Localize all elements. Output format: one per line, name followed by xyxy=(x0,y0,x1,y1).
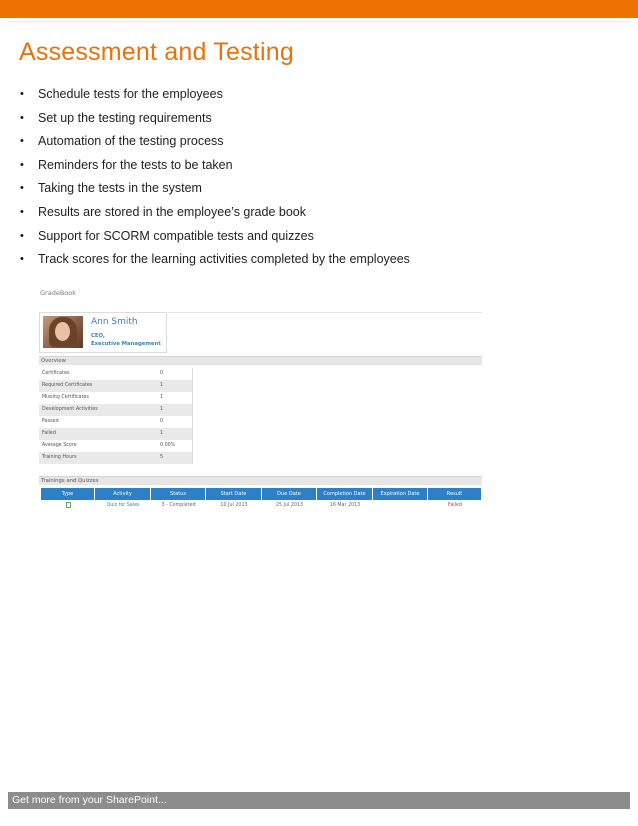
list-item-text: Set up the testing requirements xyxy=(38,110,212,125)
footer-text: Get more from your SharePoint... xyxy=(12,794,167,806)
bullet-icon: • xyxy=(20,158,24,171)
column-header-completion-date[interactable]: Completion Date xyxy=(317,488,373,500)
column-header-due-date[interactable]: Due Date xyxy=(262,488,317,500)
column-header-start-date[interactable]: Start Date xyxy=(206,488,262,500)
list-item xyxy=(20,249,410,273)
table-row: Average Score 0.00% xyxy=(42,443,176,448)
column-header-result[interactable]: Result xyxy=(428,488,482,500)
header-rule xyxy=(8,21,630,22)
table-row: Required Certificates 1 xyxy=(39,380,192,392)
activity-link[interactable]: Quiz for Sales xyxy=(106,503,140,508)
gradebook-title: GradeBook xyxy=(40,289,76,297)
profile-card xyxy=(39,312,167,353)
column-header-status[interactable]: Status xyxy=(151,488,206,500)
start-date-cell: 10 Jul 2013 xyxy=(220,503,248,508)
column-header-expiration-date[interactable]: Expiration Date xyxy=(373,488,428,500)
profile-rule xyxy=(165,312,482,352)
feature-list xyxy=(20,84,410,273)
footer-bar xyxy=(8,792,630,809)
trainings-header: Trainings and Quizzes xyxy=(39,476,482,485)
avatar xyxy=(43,316,83,348)
bullet-icon: • xyxy=(20,88,24,100)
bullet-icon: • xyxy=(20,182,24,195)
profile-department: Executive Management xyxy=(91,341,161,347)
list-item xyxy=(20,202,410,226)
overview-table xyxy=(39,368,193,464)
list-item xyxy=(20,131,410,155)
status-cell: 3 - Completed xyxy=(161,503,196,508)
table-row: Missing Certificates 1 xyxy=(42,395,164,400)
list-item xyxy=(20,155,410,179)
completion-date-cell: 16 Mar 2013 xyxy=(329,503,361,508)
header-accent-bar xyxy=(0,0,638,18)
bullet-icon: • xyxy=(20,229,24,242)
list-item xyxy=(20,226,410,250)
table-row xyxy=(41,501,482,511)
list-item-text: Support for SCORM compatible tests and quizzes xyxy=(38,228,314,243)
column-header-activity[interactable]: Activity xyxy=(95,488,151,500)
list-item-text: Automation of the testing process xyxy=(38,134,224,149)
table-row: Certificates 0 xyxy=(42,371,164,376)
profile-name[interactable]: Ann Smith xyxy=(91,317,138,327)
page-title: Assessment and Testing xyxy=(19,38,294,66)
expiration-date-cell xyxy=(373,501,428,511)
table-row: Development Activities 1 xyxy=(39,404,192,416)
list-item-text: Track scores for the learning activities completed by the employees xyxy=(38,252,410,267)
bullet-icon: • xyxy=(20,253,24,266)
list-item-text: Reminders for the tests to be taken xyxy=(38,157,233,172)
bullet-icon: • xyxy=(20,205,24,218)
trainings-table-header xyxy=(41,488,482,500)
document-icon xyxy=(66,502,71,508)
list-item xyxy=(20,84,410,108)
result-cell: Failed xyxy=(448,503,462,508)
list-item xyxy=(20,178,410,202)
column-header-type[interactable]: Type xyxy=(41,488,95,500)
table-row: Passed 0 xyxy=(42,419,164,424)
overview-header: Overview xyxy=(39,356,482,365)
list-item-text: Results are stored in the employee’s grade book xyxy=(38,204,306,219)
gradebook-screenshot xyxy=(38,285,484,515)
bullet-icon: • xyxy=(20,111,24,124)
list-item xyxy=(20,108,410,132)
list-item-text: Taking the tests in the system xyxy=(38,181,202,196)
table-row: Failed 1 xyxy=(39,428,192,440)
profile-role: CEO, xyxy=(91,333,105,339)
table-row: Training Hours 5 xyxy=(39,452,192,464)
due-date-cell: 25 Jul 2013 xyxy=(275,503,304,508)
bullet-icon: • xyxy=(20,135,24,148)
list-item-text: Schedule tests for the employees xyxy=(38,87,223,101)
